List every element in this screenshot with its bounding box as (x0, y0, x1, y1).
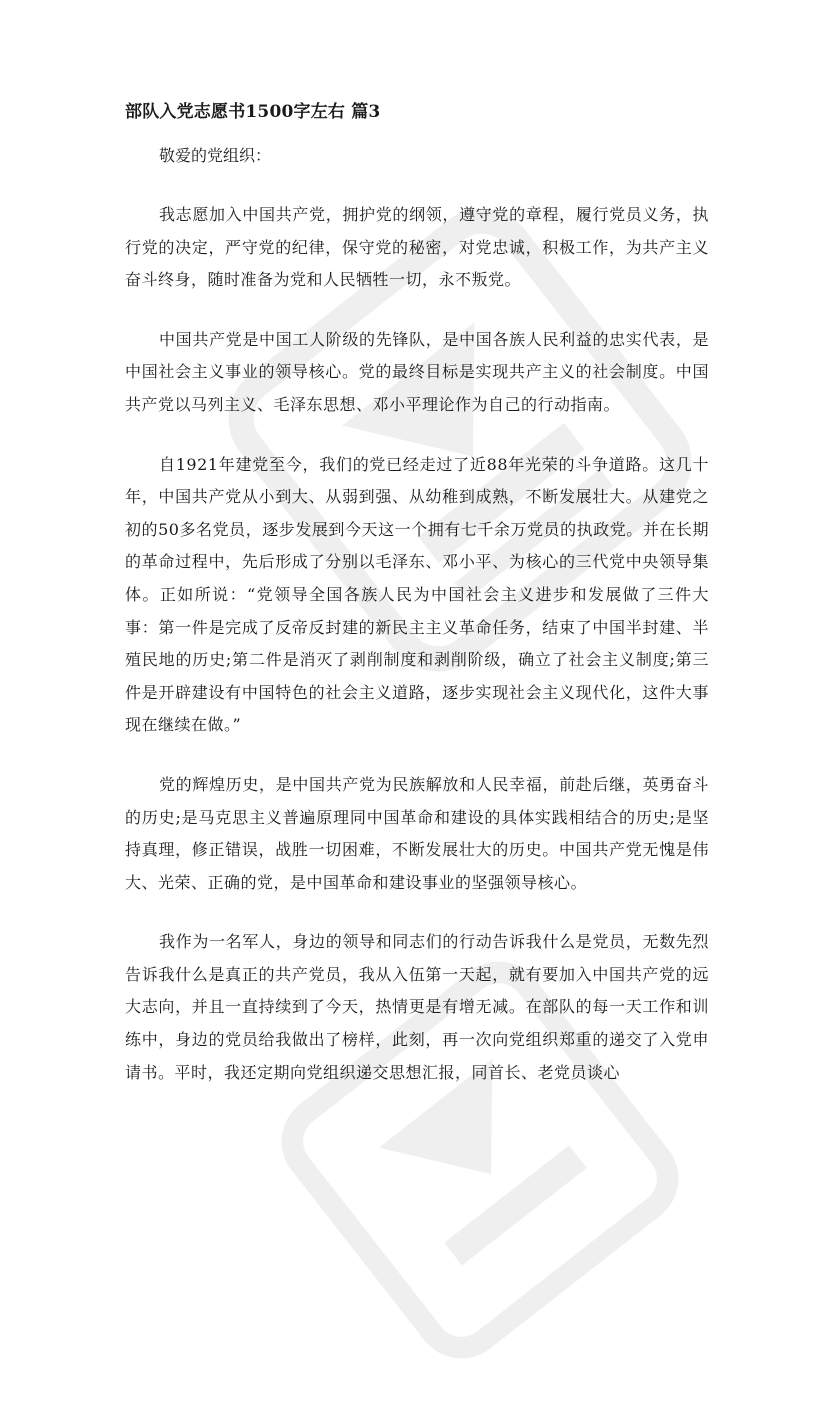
paragraph-party-nature: 中国共产党是中国工人阶级的先锋队，是中国各族人民利益的忠实代表，是中国社会主义事业的领导核心。党的最终目标是实现共产主义的社会制度。中国共产党以马列主义、毛泽东思想、邓小平理论作为自己的行动指南。 (125, 329, 709, 414)
paragraph-glorious-history: 党的辉煌历史，是中国共产党为民族解放和人民幸福，前赴后继，英勇奋斗的历史;是马克思主义普遍原理同中国革命和建设的具体实践相结合的历史;是坚持真理，修正错误，战胜一切困难，不断发展壮大的历史。中国共产党无愧是伟大、光荣、正确的党，是中国革命和建设事业的坚强领导核心。 (125, 774, 709, 892)
paragraph-pledge: 我志愿加入中国共产党，拥护党的纲领，遵守党的章程，履行党员义务，执行党的决定，严守党的纪律，保守党的秘密，对党忠诚，积极工作，为共产主义奋斗终身，随时准备为党和人民牺牲一切，永不叛党。 (125, 205, 709, 290)
paragraph-party-history: 自1921年建党至今，我们的党已经走过了近88年光荣的斗争道路。这几十年，中国共产党从小到大、从弱到强、从幼稚到成熟，不断发展壮大。从建党之初的50多名党员，逐步发展到今天这一个拥有七千余万党员的执政党。并在长期的革命过程中，先后形成了分别以毛泽东、邓小平、为核心的三代党中央领导集体。正如所说：“党领导全国各族人民为中国社会主义进步和发展做了三件大事：第一件是完成了反帝反封建的新民主主义革命任务，结束了中国半封建、半殖民地的历史;第二件是消灭了剥削制度和剥削阶级，确立了社会主义制度;第三件是开辟建设有中国特色的社会主义道路，逐步实现社会主义现代化，这件大事现在继续在做。” (125, 454, 709, 735)
document-title: 部队入党志愿书1500字左右 篇3 (125, 102, 381, 122)
document-body (125, 96, 709, 1116)
paragraph-soldier-aspiration: 我作为一名军人，身边的领导和同志们的行动告诉我什么是党员，无数先烈告诉我什么是真正的共产党员，我从入伍第一天起，就有要加入中国共产党的远大志向，并且一直持续到了今天，热情更是有增无减。在部队的每一天工作和训练中，身边的党员给我做出了榜样，此刻，再一次向党组织郑重的递交了入党申请书。平时，我还定期向党组织递交思想汇报，同首长、老党员谈心 (125, 932, 709, 1082)
salutation: 敬爱的党组织： (159, 146, 272, 165)
